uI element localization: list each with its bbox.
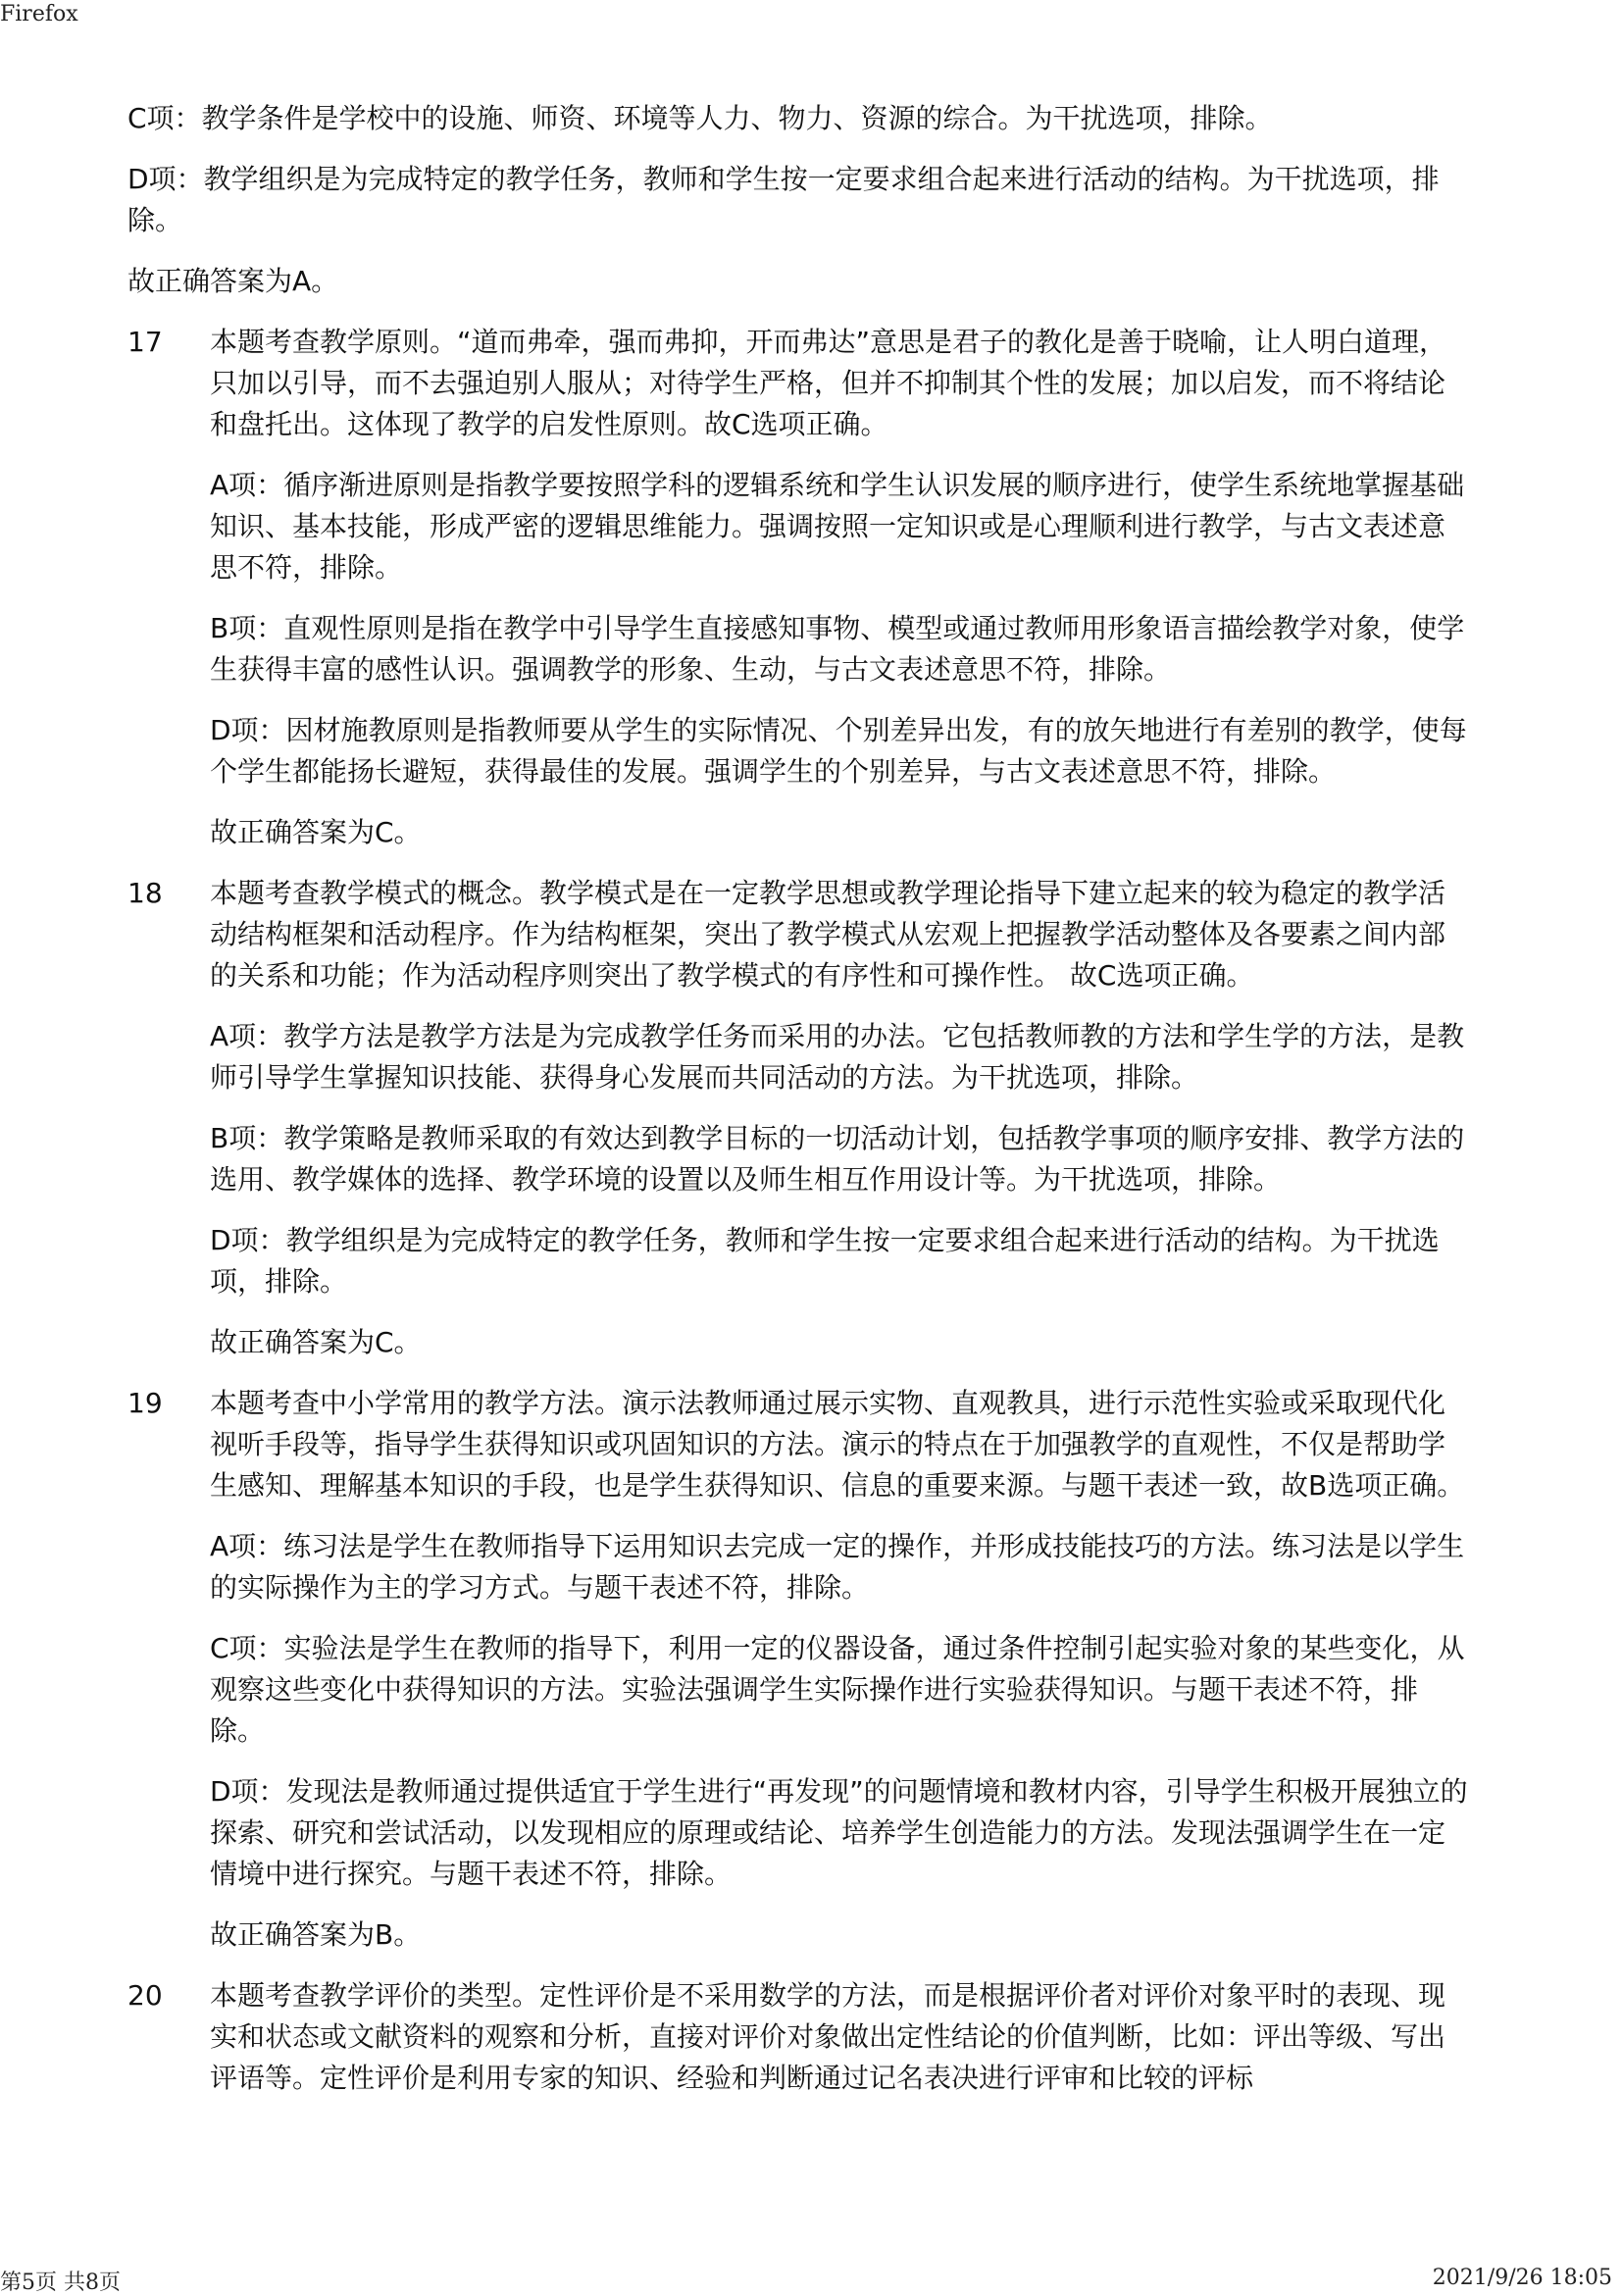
page-number: 第5页 共8页	[0, 2270, 121, 2295]
item-option-analysis: D项：因材施教原则是指教师要从学生的实际情况、个别差异出发，有的放矢地进行有差别的教学，使每个学生都能扬长避短，获得最佳的发展。强调学生的个别差异，与古文表述意思不符，排除。	[210, 714, 1467, 788]
item-body	[210, 873, 1471, 1363]
item-option-analysis: 故正确答案为B。	[210, 1918, 422, 1951]
answer-item	[127, 873, 1471, 1363]
answer-item	[127, 1383, 1471, 1956]
print-datetime: 2021/9/26 18:05	[1432, 2266, 1612, 2290]
browser-title: Firefox	[0, 2, 78, 26]
item-option-analysis: A项：练习法是学生在教师指导下运用知识去完成一定的操作，并形成技能技巧的方法。练习法是以学生的实际操作为主的学习方式。与题干表述不符，排除。	[210, 1530, 1465, 1604]
item-option-analysis: 故正确答案为C。	[210, 1326, 422, 1358]
item-option-analysis: 故正确答案为C。	[210, 816, 422, 848]
item-number: 18	[127, 877, 163, 909]
answer-item	[127, 1975, 1471, 2099]
item-number: 20	[127, 1979, 163, 2012]
paragraph: 故正确答案为A。	[127, 265, 339, 297]
item-option-analysis: C项：实验法是学生在教师的指导下，利用一定的仪器设备，通过条件控制引起实验对象的某些变化，从观察这些变化中获得知识的方法。实验法强调学生实际操作进行实验获得知识。与题干表述不符，排除。	[210, 1632, 1465, 1747]
item-option-analysis: D项：教学组织是为完成特定的教学任务，教师和学生按一定要求组合起来进行活动的结构。为干扰选项，排除。	[210, 1224, 1440, 1298]
paragraph: D项：教学组织是为完成特定的教学任务，教师和学生按一定要求组合起来进行活动的结构。为干扰选项，排除。	[127, 163, 1440, 236]
item-option-analysis: B项：教学策略是教师采取的有效达到教学目标的一切活动计划，包括教学事项的顺序安排、教学方法的选用、教学媒体的选择、教学环境的设置以及师生相互作用设计等。为干扰选项，排除。	[210, 1122, 1465, 1196]
item-option-analysis: A项：循序渐进原则是指教学要按照学科的逻辑系统和学生认识发展的顺序进行，使学生系统地掌握基础知识、基本技能，形成严密的逻辑思维能力。强调按照一定知识或是心理顺利进行教学，与古文表述意思不符，排除。	[210, 469, 1465, 584]
item-option-analysis: A项：教学方法是教学方法是为完成教学任务而采用的办法。它包括教师教的方法和学生学的方法，是教师引导学生掌握知识技能、获得身心发展而共同活动的方法。为干扰选项，排除。	[210, 1020, 1465, 1094]
answer-list	[127, 322, 1471, 2099]
answer-item	[127, 322, 1471, 853]
item-body	[210, 322, 1471, 853]
item-explanation: 本题考查教学评价的类型。定性评价是不采用数学的方法，而是根据评价者对评价对象平时的表现、现实和状态或文献资料的观察和分析，直接对评价对象做出定性结论的价值判断，比如：评出等级、写出评语等。定性评价是利用专家的知识、经验和判断通过记名表决进行评审和比较的评标	[210, 1979, 1446, 2094]
pre-items	[127, 98, 1471, 302]
item-option-analysis: B项：直观性原则是指在教学中引导学生直接感知事物、模型或通过教师用形象语言描绘教学对象，使学生获得丰富的感性认识。强调教学的形象、生动，与古文表述意思不符，排除。	[210, 612, 1465, 686]
item-number: 17	[127, 326, 163, 358]
item-body	[210, 1383, 1471, 1956]
item-option-analysis: D项：发现法是教师通过提供适宜于学生进行“再发现”的问题情境和教材内容，引导学生积极开展独立的探索、研究和尝试活动，以发现相应的原理或结论、培养学生创造能力的方法。发现法强调学生在一定情境中进行探究。与题干表述不符，排除。	[210, 1775, 1468, 1890]
item-explanation: 本题考查中小学常用的教学方法。演示法教师通过展示实物、直观教具，进行示范性实验或采取现代化视听手段等，指导学生获得知识或巩固知识的方法。演示的特点在于加强教学的直观性，不仅是帮助学生感知、理解基本知识的手段，也是学生获得知识、信息的重要来源。与题干表述一致，故B选项正确。	[210, 1387, 1465, 1502]
item-body	[210, 1975, 1471, 2099]
item-explanation: 本题考查教学模式的概念。教学模式是在一定教学思想或教学理论指导下建立起来的较为稳定的教学活动结构框架和活动程序。作为结构框架，突出了教学模式从宏观上把握教学活动整体及各要素之间内部的关系和功能；作为活动程序则突出了教学模式的有序性和可操作性。 故C选项正确。	[210, 877, 1446, 992]
item-explanation: 本题考查教学原则。“道而弗牵，强而弗抑，开而弗达”意思是君子的教化是善于晓喻，让人明白道理，只加以引导，而不去强迫别人服从；对待学生严格，但并不抑制其个性的发展；加以启发，而不将结论和盘托出。这体现了教学的启发性原则。故C选项正确。	[210, 326, 1447, 440]
paragraph: C项：教学条件是学校中的设施、师资、环境等人力、物力、资源的综合。为干扰选项，排除。	[127, 102, 1273, 134]
item-number: 19	[127, 1387, 163, 1419]
document-content	[127, 98, 1471, 2118]
